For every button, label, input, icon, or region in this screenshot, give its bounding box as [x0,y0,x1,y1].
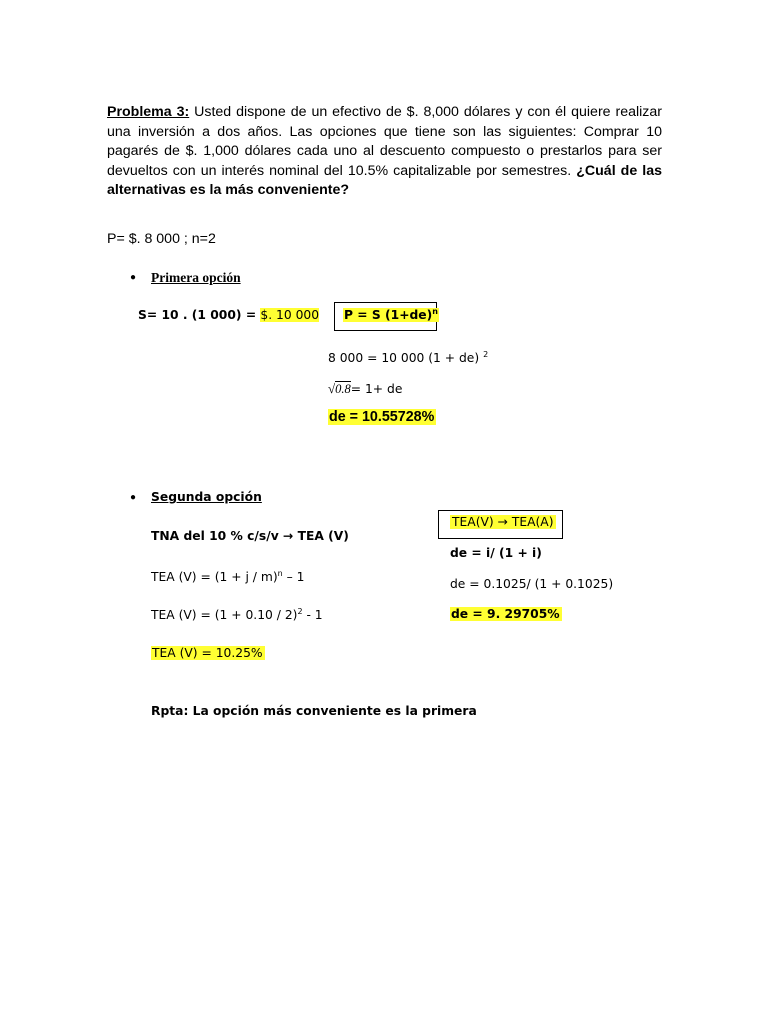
option-1-s-result: $. 10 000 [260,308,320,322]
option-2-title: Segunda opción [151,490,262,504]
conversion-label: TEA(V) → TEA(A) [452,515,554,529]
problem-label: Problema 3: [107,104,190,120]
option-1-s-prefix: S= 10 . (1 000) = [138,308,261,322]
option-2-tna: TNA del 10 % c/s/v → TEA (V) [151,529,349,543]
answer-text: Rpta: La opción más conveniente es la primera [151,704,477,718]
option-2-tea-formula: TEA $(V) = (1 + j / m)^n - 1$ [151,568,305,584]
option-2-tea-calc: TEA $(V) = (1 + 0.10 / 2)^2 - 1$ [151,606,323,622]
problem-text: Usted dispone de un efectivo de $. 8,000 dólares y con él quiere realizar una inversión a dos años. Las opciones que tiene son las siguientes: Comprar 10 pagarés de $. 1,000 dólares cada uno al descuento compuesto o prestarlos para ser devueltos con un interés nominal del 10.5% capitalizable por semestres. [107,104,662,179]
option-1-s-line [138,308,319,322]
option-1-title: Primera opción [151,270,241,285]
formula-p-equals: P = S $(1+de)^n$ [344,306,438,322]
bullet-1: ● [130,272,137,283]
option-2-tea-result: TEA (V) = 10.25% [152,646,263,660]
option-1-result: de = 10.55728% [329,409,435,425]
bullet-2: ● [130,492,137,503]
problem-question: ¿Cuál de las alternativas es la más conveniente? [107,162,662,198]
option-1-eq1: 8 000 = 10 000 (1 + de) $^2$ [328,349,489,365]
option-2-de-result: de = 9. 29705% [451,607,560,621]
given-data: P= $. 8 000 ; n=2 [107,231,216,247]
option-1-sqrt-eq: √0.8= 1+ de [328,381,403,396]
option-2-de-formula: de = i/ (1 + i) [450,546,542,560]
option-2-de-calc: de = 0.1025/ (1 + 0.1025) [450,577,614,591]
problem-statement [107,103,662,201]
